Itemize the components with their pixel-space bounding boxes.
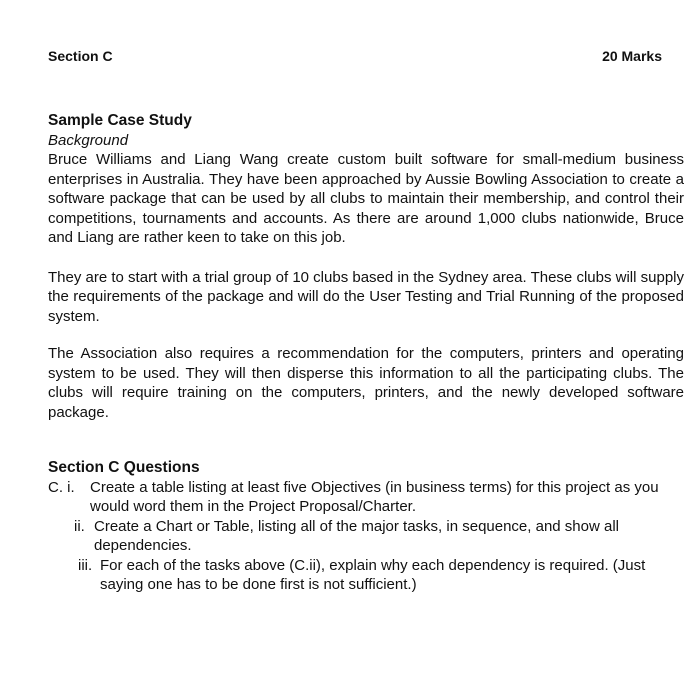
marks-label: 20 Marks — [602, 48, 662, 64]
question-c-i — [48, 478, 684, 517]
question-c-ii — [74, 517, 684, 556]
document-body — [48, 111, 684, 595]
question-text-c-ii: Create a Chart or Table, listing all of the major tasks, in sequence, and show all dependencies. — [94, 517, 619, 554]
background-paragraph-2: They are to start with a trial group of 10 clubs based in the Sydney area. These clubs will supply the requirements of the package and will do the User Testing and Trial Running of the proposed system. — [48, 268, 684, 325]
section-label: Section C — [48, 48, 113, 64]
question-text-c-iii: For each of the tasks above (C.ii), explain why each dependency is required. (Just saying one has to be done first is not sufficient.) — [100, 556, 646, 593]
question-label-c-ii: ii. — [74, 517, 85, 535]
case-study-subtitle: Background — [48, 131, 129, 149]
background-paragraph-1: Bruce Williams and Liang Wang create custom built software for small-medium business enterprises in Australia. They have been approached by Aussie Bowling Association to create a software package that can be used by all clubs to maintain their membership, and control their competitions, tournaments and accounts. As there are around 1,000 clubs nationwide, Bruce and Liang are rather keen to take on this job. — [48, 151, 684, 246]
case-study-title: Sample Case Study — [48, 112, 192, 129]
question-text-c-i: Create a table listing at least five Objectives (in business terms) for this project as you would word them in the Project Proposal/Charter. — [90, 478, 659, 515]
questions-title: Section C Questions — [48, 459, 200, 476]
question-c-iii — [78, 556, 684, 595]
background-paragraph-3: The Association also requires a recommendation for the computers, printers and operating system to be used. They will then disperse this information to all the participating clubs. The clubs will require training on the computers, printers, and the newly developed software package. — [48, 345, 684, 421]
question-label-c-iii: iii. — [78, 556, 93, 574]
question-label-c-i: C. i. — [48, 478, 75, 496]
